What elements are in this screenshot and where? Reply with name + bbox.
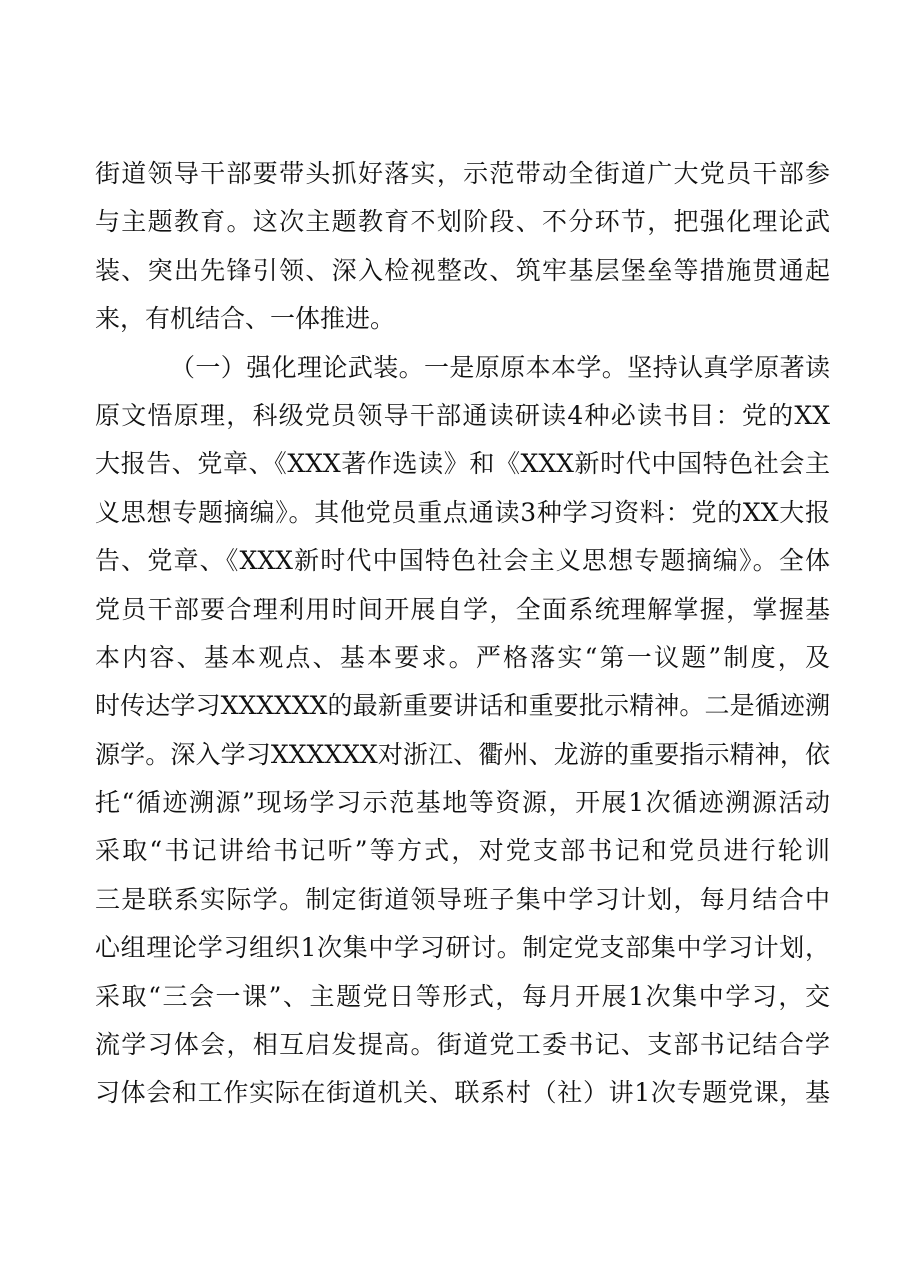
text-line-4: 来，有机结合、一体推进。 — [95, 304, 396, 334]
text-line-6: 原文悟原理，科级党员领导干部通读研读4种必读书目：党的XX — [95, 400, 830, 430]
text-line-1: 街道领导干部要带头抓好落实，示范带动全街道广大党员干部参 — [95, 159, 830, 188]
text-line-17: 心组理论学习组织1次集中学习研讨。制定党支部集中学习计划， — [95, 933, 830, 963]
section-heading-line: （一）强化理论武装。一是原原本本学。坚持认真学原著读 — [170, 352, 830, 382]
text-line-15: 采取“书记讲给书记听”等方式，对党支部书记和党员进行轮训 — [95, 836, 830, 866]
text-line-13: 源学。深入学习XXXXXX对浙江、衢州、龙游的重要指示精神，依 — [95, 739, 830, 769]
text-line-7: 大报告、党章、《XXX著作选读》和《XXX新时代中国特色社会主 — [95, 449, 830, 479]
text-line-3: 装、突出先锋引领、深入检视整改、筑牢基层堡垒等措施贯通起 — [95, 255, 830, 285]
text-line-9: 告、党章、《XXX新时代中国特色社会主义思想专题摘编》。全体 — [95, 546, 830, 576]
text-line-18: 采取“三会一课”、主题党日等形式，每月开展1次集中学习，交 — [95, 981, 830, 1011]
text-line-10: 党员干部要合理利用时间开展自学，全面系统理解掌握，掌握基 — [95, 594, 830, 624]
text-line-2: 与主题教育。这次主题教育不划阶段、不分环节，把强化理论武 — [95, 207, 830, 237]
body-text — [95, 150, 830, 1118]
text-line-20: 习体会和工作实际在街道机关、联系村（社）讲1次专题党课，基 — [95, 1078, 830, 1108]
text-line-19: 流学习体会，相互启发提高。街道党工委书记、支部书记结合学 — [95, 1030, 830, 1060]
text-line-11: 本内容、基本观点、基本要求。严格落实“第一议题”制度，及 — [95, 642, 830, 672]
text-line-14: 托“循迹溯源”现场学习示范基地等资源，开展1次循迹溯源活动 — [95, 788, 830, 818]
text-line-12: 时传达学习XXXXXX的最新重要讲话和重要批示精神。二是循迹溯 — [95, 691, 830, 721]
text-line-8: 义思想专题摘编》。其他党员重点通读3种学习资料：党的XX大报 — [95, 497, 830, 527]
text-line-16: 三是联系实际学。制定街道领导班子集中学习计划，每月结合中 — [95, 884, 830, 914]
